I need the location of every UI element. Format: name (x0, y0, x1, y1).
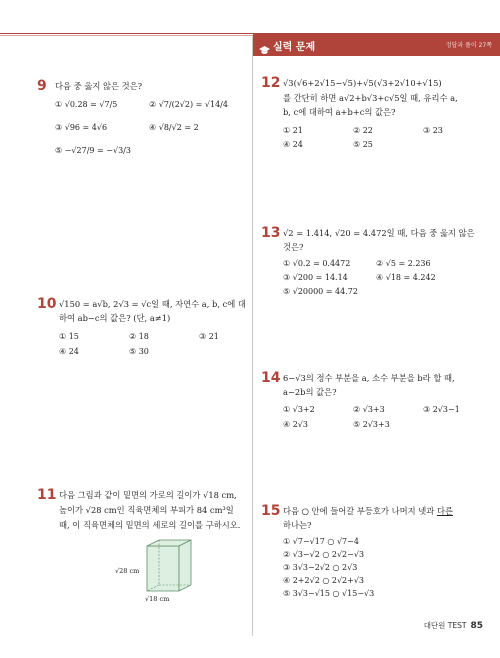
option-5[interactable]: ⑤ 30 (129, 347, 149, 356)
question-line: a−2b의 값은? (283, 387, 337, 397)
question-line: 하여 ab−c의 값은? (단, a≠1) (59, 313, 171, 323)
option-2[interactable]: ② √5 = 2.236 (376, 259, 431, 268)
question-number: 14 (261, 370, 281, 386)
question-number: 15 (261, 503, 281, 519)
footer-label: 대단원 TEST (423, 621, 467, 630)
option-5[interactable]: ⑤ √20000 = 44.72 (283, 287, 358, 296)
column-divider (252, 36, 253, 636)
option-2[interactable]: ② 22 (353, 126, 373, 135)
option-1[interactable]: ① √0.2 = 0.4472 (283, 259, 351, 268)
question-number: 13 (261, 225, 281, 241)
option-1[interactable]: ① √3+2 (283, 405, 315, 414)
question-line: 하나는? (283, 520, 312, 530)
option-3[interactable]: ③ 3√3−2√2 ○ 2√3 (283, 563, 358, 572)
option-3[interactable]: ③ √200 = 14.14 (283, 273, 348, 282)
option-4[interactable]: ④ 2+2√2 ○ 2√2+√3 (283, 576, 365, 585)
option-4[interactable]: ④ 24 (59, 347, 79, 356)
question-line: 다음 그림과 같이 밑면의 가로의 길이가 √18 cm, (59, 490, 237, 500)
question-line: 를 간단히 하면 a√2+b√3+c√5일 때, 유리수 a, (283, 93, 458, 103)
option-3[interactable]: ③ √96 = 4√6 (55, 123, 108, 132)
question-line: √2 = 1.414, √20 = 4.472일 때, 다음 중 옳지 않은 (283, 228, 475, 238)
section-title: 실력 문제 (273, 42, 316, 53)
option-5[interactable]: ⑤ 3√3−√15 ○ √15−√3 (283, 589, 375, 598)
question-14 (261, 370, 493, 435)
question-13 (261, 225, 493, 300)
option-4[interactable]: ④ 24 (283, 140, 303, 149)
option-3[interactable]: ③ 23 (423, 126, 443, 135)
underlined-word: 다른 (436, 506, 453, 516)
option-4[interactable]: ④ 2√3 (283, 420, 308, 429)
height-label: √28 cm (115, 567, 140, 575)
question-line: 높이가 √28 cm인 직육면체의 부피가 84 cm³일 (59, 505, 234, 515)
answer-reference: 정답과 풀이 27쪽 (445, 42, 492, 49)
graduation-cap-icon (259, 40, 270, 59)
question-stem: 다음 중 옳지 않은 것은? (55, 81, 143, 91)
option-1[interactable]: ① √7−√17 ○ √7−4 (283, 537, 359, 546)
option-2[interactable]: ② √3−√2 ○ 2√2−√3 (283, 550, 365, 559)
question-line (283, 504, 453, 518)
question-number: 11 (37, 487, 57, 503)
page-number: 85 (470, 621, 483, 631)
section-header (253, 34, 500, 56)
option-4[interactable]: ④ √18 = 4.242 (376, 273, 436, 282)
question-text: 다음 ○ 안에 들어갈 부등호가 나머지 넷과 (283, 506, 437, 516)
option-3[interactable]: ③ 21 (199, 332, 219, 341)
question-line: 것은? (283, 242, 304, 252)
question-12 (261, 75, 493, 155)
question-number: 10 (37, 296, 57, 312)
option-4[interactable]: ④ √8/√2 = 2 (149, 123, 199, 132)
question-10 (37, 296, 249, 361)
question-line: b, c에 대하여 a+b+c의 값은? (283, 107, 396, 117)
width-label: √18 cm (145, 595, 170, 603)
option-2[interactable]: ② √3+3 (353, 405, 385, 414)
question-line: 때, 이 직육면체의 밑면의 세로의 길이를 구하시오. (59, 520, 241, 530)
option-2[interactable]: ② √7/(2√2) = √14/4 (149, 100, 228, 109)
option-1[interactable]: ① 21 (283, 126, 303, 135)
option-1[interactable]: ① √0.28 = √7/5 (55, 100, 118, 109)
option-2[interactable]: ② 18 (129, 332, 149, 341)
question-number: 12 (261, 75, 281, 91)
option-5[interactable]: ⑤ 2√3+3 (353, 420, 390, 429)
page-footer (424, 620, 483, 631)
option-5[interactable]: ⑤ 25 (353, 140, 373, 149)
option-1[interactable]: ① 15 (59, 332, 79, 341)
question-11 (37, 487, 249, 607)
option-3[interactable]: ③ 2√3−1 (423, 405, 460, 414)
option-5[interactable]: ⑤ −√27/9 = −√3/3 (55, 146, 131, 155)
question-line: √3(√6+2√15−√5)+√5(√3+2√10+√15) (283, 78, 442, 88)
question-number: 9 (37, 78, 47, 94)
question-line: √150 = a√b, 2√3 = √c일 때, 자연수 a, b, c에 대 (59, 299, 246, 309)
question-line: 6−√3의 정수 부분을 a, 소수 부분을 b라 할 때, (283, 373, 455, 383)
question-9 (37, 78, 247, 168)
question-15 (261, 503, 493, 603)
